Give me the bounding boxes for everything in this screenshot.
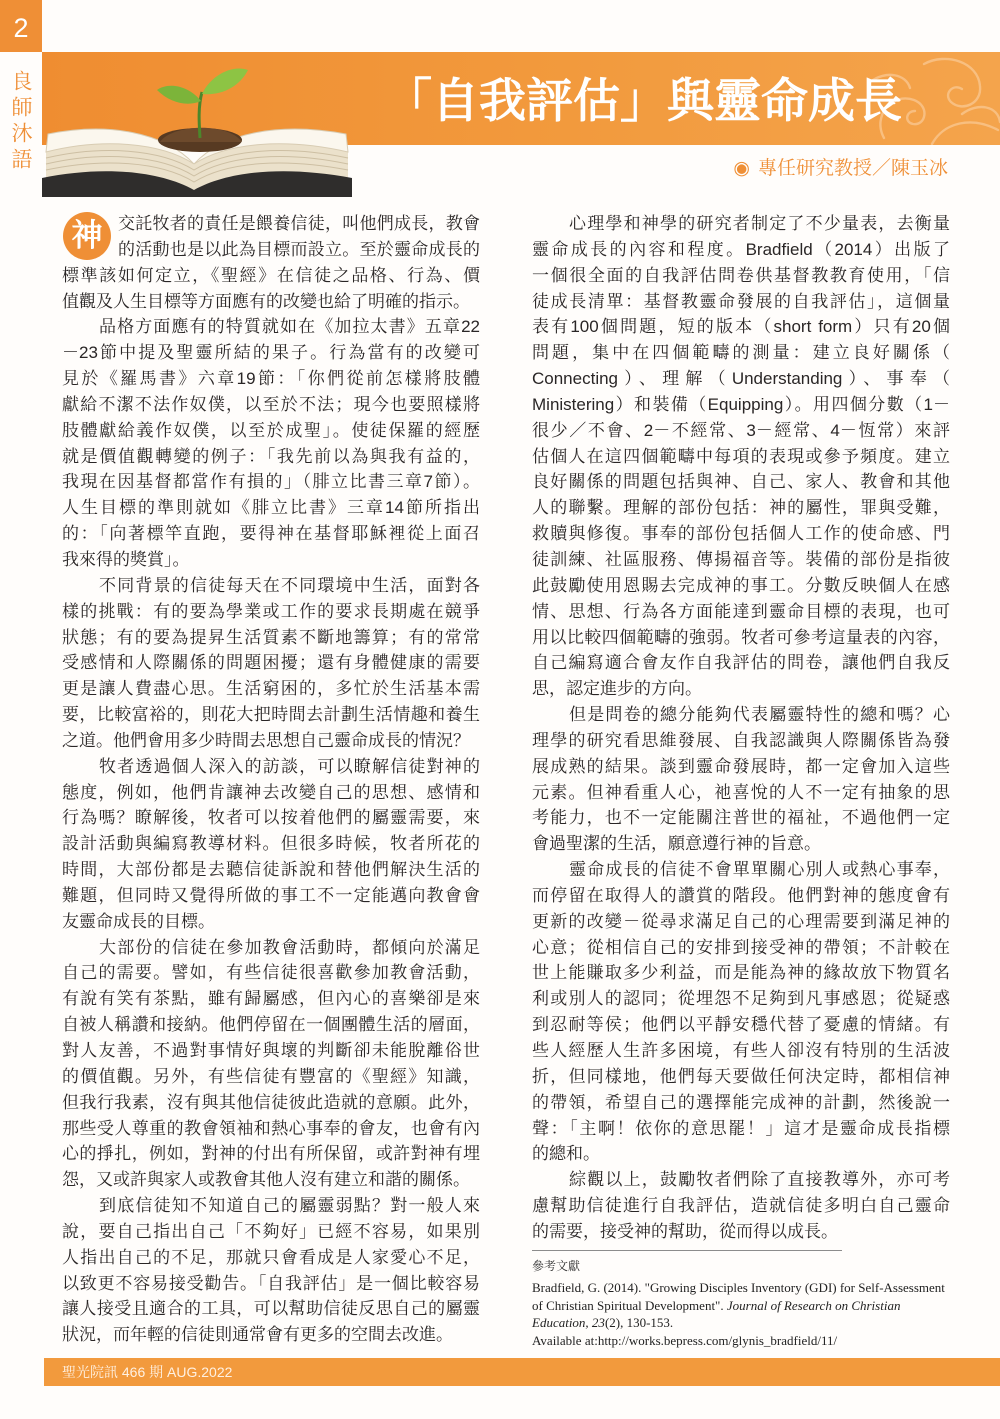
reference-divider [532,1250,842,1251]
left-column-paragraph [62,754,480,935]
text-line: 元素。但神看重人心，祂喜悅的人不一定有抽象的思 [532,782,950,802]
text-line: 交託牧者的責任是餵養信徒，叫他們成長，教會 [118,214,480,233]
text-line: 但是問卷的總分能夠代表屬靈特性的總和嗎？心 [569,705,950,725]
text-line: 的需要，接受神的幫助，從而得以成長。 [532,1221,838,1241]
text-line: 更新的改變－從尋求滿足自己的心理需要到滿足神的 [532,911,950,931]
text-line: 受感情和人際關係的問題困擾；還有身體健康的需要 [62,653,480,673]
right-column-paragraph [532,1167,950,1245]
text-line: 對人友善，不過對事情好與壞的判斷卻未能脫離俗世 [62,1041,480,1060]
text-line: 問題，集中在四個範疇的測量：建立良好關係（ [532,343,950,363]
text-line: 理學的研究看思維發展、自我認識與人際關係皆為發 [532,730,950,750]
reference-journal: Journal of Research on Christian [726,1297,901,1313]
text-line: 的價值觀。另外，有些信徒有豐富的《聖經》知識， [62,1066,480,1086]
text-line: 行為嗎？瞭解後，牧者可以按着他們的屬靈需要，來 [62,808,480,828]
text-line: 靈命成長的內容和程度。Bradfield（2014）出版了 [532,239,950,259]
text-line: 些人經歷人生許多困境，有些人卻沒有特別的生活波 [532,1041,950,1060]
text-line: 世上能賺取多少利益，而是能為神的緣故放下物質名 [532,963,950,983]
text-line: 的帶領，希望自己的選擇能完成神的計劃，然後說一 [532,1092,950,1112]
text-line: 怨，又或許與家人或教會其他人沒有建立和諧的關係。 [62,1170,470,1190]
text-line: 考能力，也不一定能關注普世的福祉，不過他們一定 [532,808,950,828]
text-line: 慮幫助信徒進行自我評估，造就信徒多明白自己靈命 [532,1196,950,1216]
text-line: 讓人接受且適合的工具，可以幫助信徒反思自己的屬靈 [62,1299,480,1319]
text-line: 要，比較富裕的，則花大把時間去計劃生活情趣和養生 [62,705,480,725]
text-line: 情、思想、行為各方面能達到靈命目標的表現，也可 [532,601,950,621]
text-line: 心意；從相信自己的安排到接受神的帶領；不計較在 [532,937,950,957]
author-bullet-icon: ◉ [733,157,750,179]
text-line: 聲：「主啊！依你的意思罷！」這才是靈命成長指標 [532,1118,950,1138]
reference-line [532,1314,945,1332]
text-line: 設計活動與編寫教導材料。但很多時候，牧者所花的 [62,834,480,854]
reference-line: Bradfield, G. (2014). "Growing Disciples Inventory (GDI) for Self-Assessment [532,1280,945,1295]
text-line: 展成熟的結果。談到靈命發展時，都一定會加入這些 [532,756,950,776]
text-line: 用以比較四個範疇的強弱。牧者可參考這量表的內容， [532,627,950,647]
reference-text: of Christian Spiritual Development". [532,1297,727,1313]
footer-bar [44,1358,1000,1386]
text-line: 見於《羅馬書》六章19節：「你們從前怎樣將肢體 [62,369,480,389]
text-line: 時間，大部份都是去聽信徒訴說和替他們解決生活的 [62,860,480,880]
text-line: 品格方面應有的特質就如在《加拉太書》五章22 [99,317,480,337]
text-line: Connecting）、理解（Understanding）、事奉（ [532,369,950,389]
text-line: 心的掙扎，例如，對神的付出有所保留，或許對神有埋 [62,1144,480,1164]
text-line: 牧者透過個人深入的訪談，可以瞭解信徒對神的 [99,756,480,776]
text-line: 此鼓勵使用恩賜去完成神的事工。分數反映個人在感 [532,575,950,595]
right-column-paragraph [532,857,950,1167]
text-line: 良好關係的問題包括與神、自己、家人、教會和其他 [532,472,950,492]
text-line: 就是價值觀轉變的例子：「我先前以為與我有益的， [62,446,480,466]
reference-pages: (2), 130-153. [604,1315,674,1330]
text-line: 之道。他們會用多少時間去思想自己靈命成長的情況？ [62,730,470,750]
text-line: 很少／不會、2－不經常、3－經常、4－恆常）來評 [532,420,950,440]
left-column-paragraph [62,1193,480,1348]
text-line: 獻給不潔不法作奴僕，以至於不法；現今也要照樣將 [62,394,480,414]
text-line: 肢體獻給義作奴僕，以至於成聖」。使徒保羅的經歷 [62,420,480,440]
section-label: 良師沐語 [9,70,33,174]
text-line: Ministering）和裝備（Equipping）。用四個分數（1－ [532,394,950,414]
text-line: 友靈命成長的目標。 [62,911,215,931]
right-column [532,211,950,1245]
text-line: 徒訓練、社區服務、傳揚福音等。裝備的部份是指彼 [532,549,950,569]
text-line: 到底信徒知不知道自己的屬靈弱點？對一般人來 [99,1196,480,1216]
text-line: 自己編寫適合會友作自我評估的問卷，讓他們自我反 [532,653,950,673]
text-line: 但我行我素，沒有與其他信徒彼此造就的意願。此外， [62,1092,480,1112]
text-line: 自己的需要。譬如，有些信徒很喜歡參加教會活動， [62,963,480,983]
text-line: 人生目標的準則就如《腓立比書》三章14節所指出 [62,498,480,518]
text-line: 值觀及人生目標等方面應有的改變也給了明確的指示。 [62,291,470,311]
text-line: 綜觀以上，鼓勵牧者們除了直接教導外，亦可考 [569,1170,950,1190]
text-line: 估個人在這四個範疇中每項的表現或參予頻度。建立 [532,446,950,466]
text-line: 的活動也是以此為目標而設立。至於靈命成長的 [118,239,480,259]
text-line: 的總和。 [532,1144,600,1164]
reference-journal-volume: Education, 23 [532,1315,605,1330]
drop-cap: 神 [63,212,111,260]
left-column-paragraph [62,935,480,1193]
text-line: 有說有笑有茶點，雖有歸屬感，但內心的喜樂卻是來 [62,989,480,1009]
text-line: －23節中提及聖靈所結的果子。行為當有的改變可 [62,343,480,363]
text-line: 狀況，而年輕的信徒則通常會有更多的空間去改進。 [62,1325,453,1345]
reference-line [532,1297,945,1315]
text-line: 狀態；有的要為提昇生活質素不斷地籌算；有的常常 [62,627,480,647]
text-line: 我現在因基督都當作有損的」（腓立比書三章7節）。 [62,472,480,492]
text-line: 心理學和神學的研究者制定了不少量表，去衡量 [569,214,950,233]
article-title: 「自我評估」與靈命成長 [385,74,902,129]
text-line: 而停留在取得人的讚賞的階段。他們對神的態度會有 [532,885,950,905]
text-line: 說，要自己指出自己「不夠好」已經不容易，如果別 [62,1221,480,1241]
page-number-box [0,0,42,52]
text-line: 救贖與修復。事奉的部份包括個人工作的使命感、門 [532,524,950,544]
text-line: 大部份的信徒在參加教會活動時，都傾向於滿足 [99,937,480,957]
text-line: 不同背景的信徒每天在不同環境中生活，面對各 [99,575,480,595]
text-line: 我來得的獎賞」。 [62,549,190,569]
text-line: 到忍耐等侯；他們以平靜安穩代替了憂慮的情緒。有 [532,1015,950,1035]
text-line: 人指出自己的不足，那就只會看成是人家愛心不足， [62,1247,480,1267]
left-column-paragraph [62,314,480,572]
author-line [733,156,948,180]
text-line: 一個很全面的自我評估問卷供基督教教育使用，「信 [532,265,950,285]
text-line: 折，但同樣地，他們每天要做任何決定時，都相信神 [532,1066,950,1086]
text-line: 標準該如何定立，《聖經》在信徒之品格、行為、價 [62,265,480,285]
text-line: 樣的挑戰：有的要為學業或工作的要求長期處在競爭 [62,601,480,621]
right-column-paragraph [532,211,950,702]
text-line: 靈命成長的信徒不會單單關心別人或熱心事奉， [569,860,950,880]
text-line: 以致更不容易接受勸告。「自我評估」是一個比較容易 [62,1273,480,1293]
text-line: 表有100個問題，短的版本（short form）只有20個 [532,317,950,337]
reference-url: Available at:http://works.bepress.com/glynis_bradfield/11/ [532,1332,838,1348]
text-line: 態度，例如，他們肯讓神去改變自己的思想、感情和 [62,782,480,802]
reference-entry [532,1279,945,1349]
book-sprout-illustration [42,52,352,197]
text-line: 利或別人的認同；從埋怨不足夠到凡事感恩；從疑惑 [532,989,950,1009]
left-column-paragraph [62,573,480,754]
text-line: 思，認定進步的方向。 [532,679,702,699]
text-line: 人的聯繫。理解的部份包括：神的屬性，罪與受難， [532,498,950,518]
author-name: 專任研究教授／陳玉冰 [757,157,948,179]
text-line: 難題，但同時又覺得所做的事工不一定能邁向教會會 [62,885,480,905]
text-line: 更是讓人費盡心思。生活窮困的，多忙於生活基本需 [62,679,480,699]
text-line: 自被人稱讚和接納。他們停留在一個團體生活的層面， [62,1015,480,1035]
text-line: 的：「向著標竿直跑，要得神在基督耶穌裡從上面召 [62,524,480,544]
page-number: 2 [13,13,29,43]
left-column [62,211,480,1348]
text-line: 會過聖潔的生活，願意遵行神的旨意。 [532,834,821,854]
footer-publication: 聖光院訊 466 期 AUG.2022 [62,1364,233,1380]
left-column-paragraph [62,211,480,314]
text-line: 徒成長清單：基督教靈命發展的自我評估」，這個量 [532,291,950,311]
text-line: 那些受人尊重的教會領袖和熱心事奉的會友，也會有內 [62,1118,480,1138]
references-heading: 參考文獻 [532,1259,581,1273]
right-column-paragraph [532,702,950,857]
